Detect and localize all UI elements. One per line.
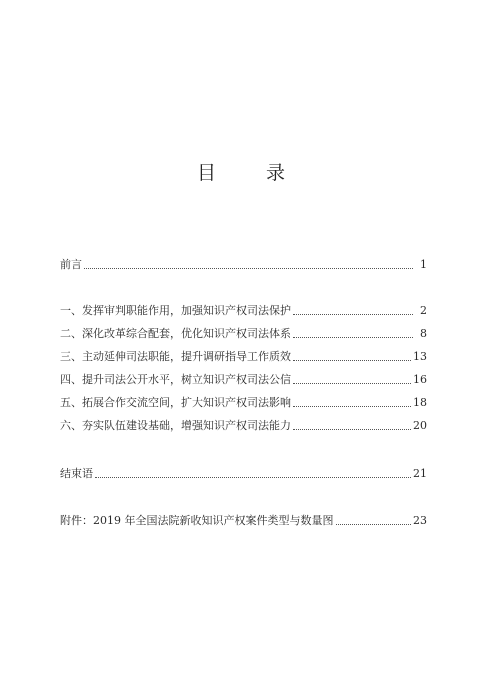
toc-entry-page: 16 — [413, 373, 427, 386]
toc-entry-label: 二、深化改革综合配套，优化知识产权司法体系 — [60, 327, 291, 340]
dot-leader — [293, 314, 413, 315]
toc-entry-page: 21 — [413, 467, 427, 480]
toc-entry-section-5[interactable] — [60, 395, 427, 411]
toc-entry-section-4[interactable] — [60, 372, 427, 388]
toc-entry-page: 1 — [420, 258, 427, 271]
toc-entry-section-3[interactable] — [60, 349, 427, 365]
toc-entry-section-1[interactable] — [60, 303, 427, 319]
dot-leader — [336, 524, 412, 525]
toc-entry-page: 8 — [420, 327, 427, 340]
toc-entry-conclusion[interactable] — [60, 466, 427, 482]
toc-entry-section-6[interactable] — [60, 418, 427, 434]
toc-entry-label: 四、提升司法公开水平，树立知识产权司法公信 — [60, 373, 291, 386]
toc-entry-label: 六、夯实队伍建设基础，增强知识产权司法能力 — [60, 419, 291, 432]
toc-entry-label: 五、拓展合作交流空间，扩大知识产权司法影响 — [60, 396, 291, 409]
toc-entry-label: 附件：2019 年全国法院新收知识产权案件类型与数量图 — [60, 514, 334, 527]
toc-entry-label: 前言 — [60, 258, 82, 271]
toc-entry-page: 2 — [420, 304, 427, 317]
toc-entry-page: 18 — [413, 396, 427, 409]
toc-entry-section-2[interactable] — [60, 326, 427, 342]
toc-entry-page: 20 — [413, 419, 427, 432]
dot-leader — [95, 477, 411, 478]
toc-entry-page: 13 — [413, 350, 427, 363]
dot-leader — [293, 360, 411, 361]
dot-leader — [84, 268, 413, 269]
toc-entry-label: 结束语 — [60, 467, 93, 480]
toc-title: 目 录 — [196, 162, 308, 184]
toc-entry-label: 一、发挥审判职能作用，加强知识产权司法保护 — [60, 304, 291, 317]
toc-entry-preface[interactable] — [60, 257, 427, 273]
dot-leader — [293, 429, 411, 430]
dot-leader — [293, 337, 413, 338]
dot-leader — [293, 406, 411, 407]
toc-entry-label: 三、主动延伸司法职能，提升调研指导工作质效 — [60, 350, 291, 363]
toc-entry-appendix[interactable] — [60, 513, 427, 529]
toc-entry-page: 23 — [413, 514, 427, 527]
dot-leader — [293, 383, 411, 384]
